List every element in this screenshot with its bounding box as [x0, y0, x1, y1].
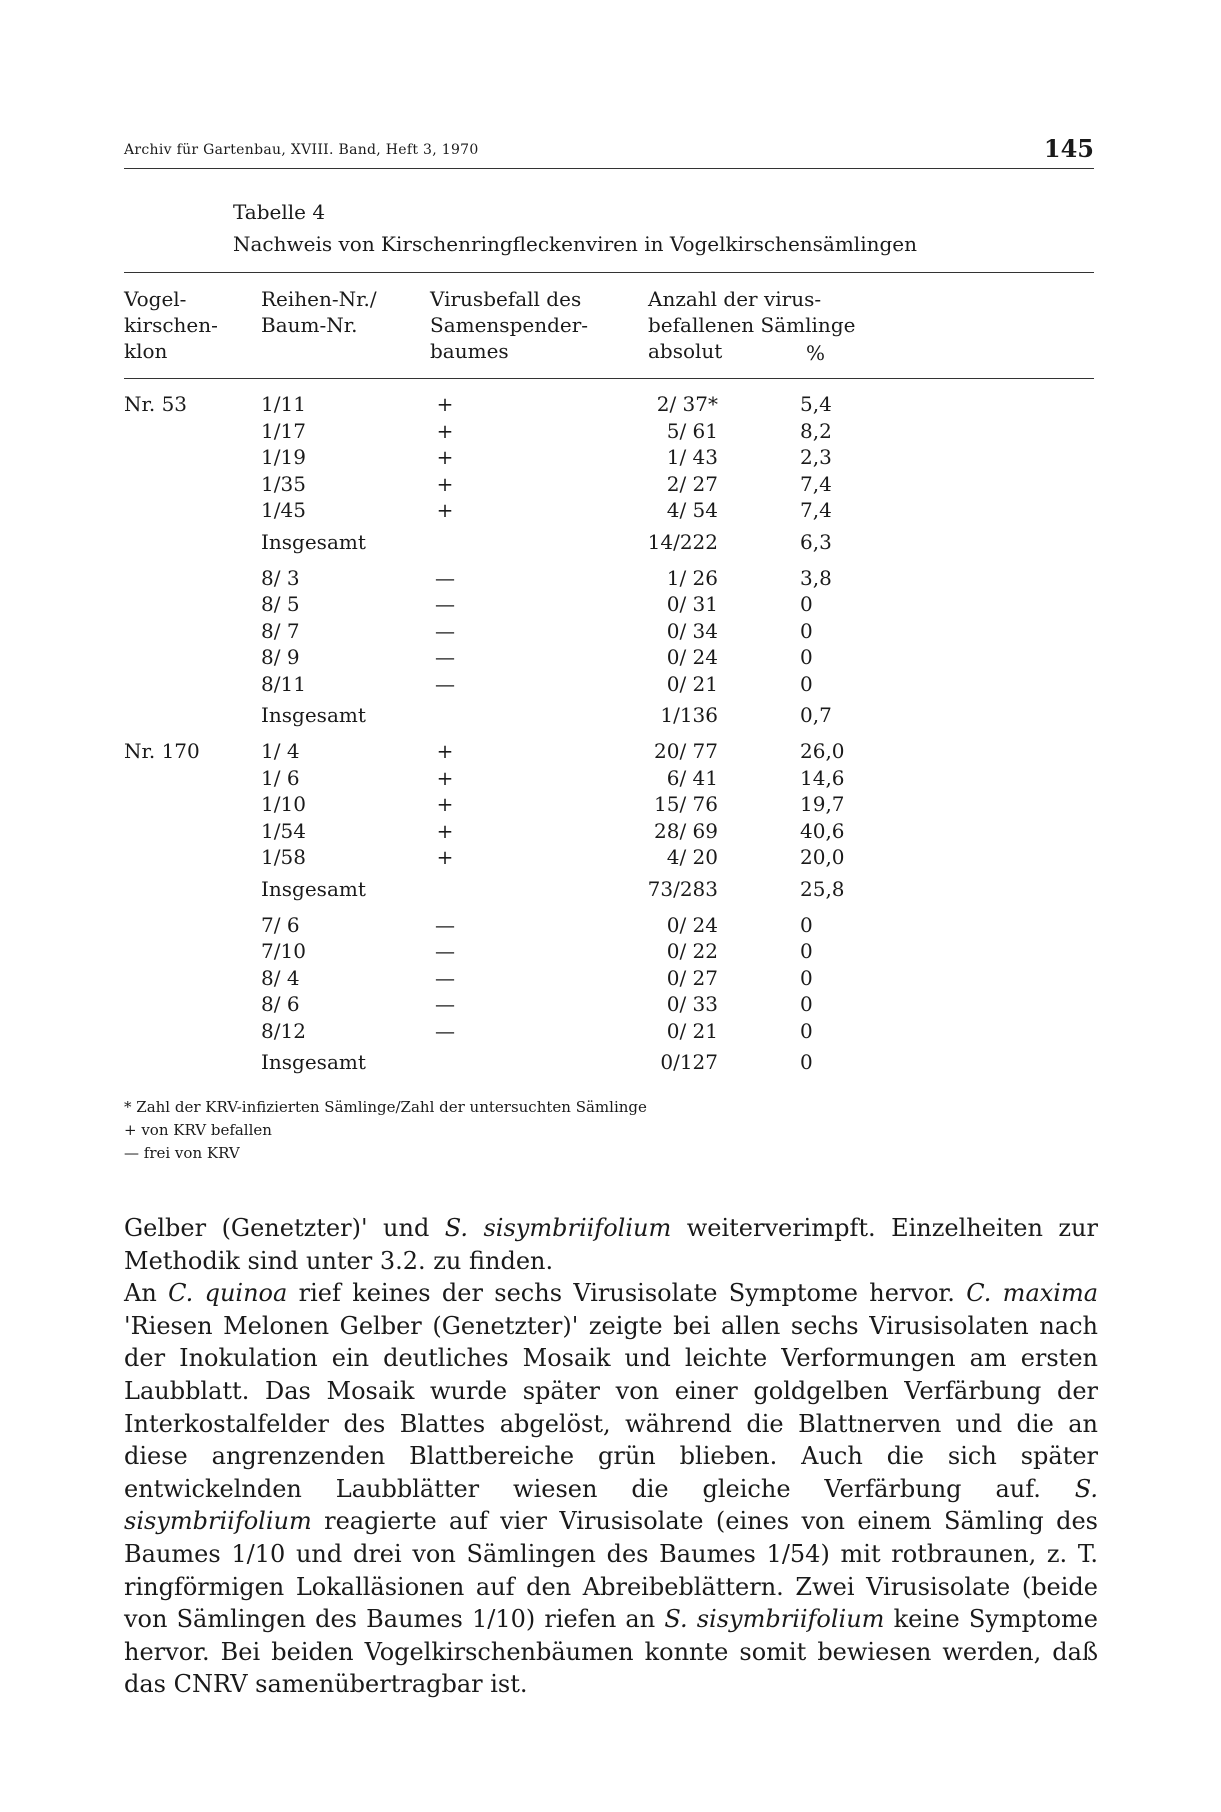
- cell-pct: 0: [800, 965, 813, 990]
- cell-sign: —: [435, 592, 455, 616]
- cell-pct: 0: [800, 1050, 813, 1074]
- species-name: S. sisymbriifolium: [664, 1605, 885, 1634]
- cell-abs: 15/ 76: [654, 792, 718, 816]
- text-run: Gelber (Genetzter)' und: [124, 1214, 445, 1242]
- cell-abs: 0/ 21: [666, 1018, 718, 1043]
- text-run: rief keines der sechs Virusisolate Symptome hervor.: [287, 1279, 967, 1308]
- cell-klon: Nr. 170: [124, 739, 200, 763]
- header-befall: Virusbefall des Samenspender- baumes: [430, 287, 589, 363]
- cell-baum: 8/ 6: [261, 992, 300, 1016]
- cell-sign: +: [436, 739, 454, 763]
- cell-baum: 1/11: [261, 392, 306, 416]
- cell-pct: 0: [800, 912, 813, 937]
- cell-sign: +: [436, 845, 454, 869]
- cell-baum: 1/17: [261, 418, 306, 443]
- table-footnotes: [124, 1096, 647, 1165]
- cell-klon: Nr. 53: [124, 392, 188, 416]
- header-baum: Reihen-Nr./ Baum-Nr.: [261, 287, 377, 337]
- cell-sign: +: [436, 498, 454, 522]
- cell-sign: +: [436, 445, 454, 469]
- header-percent: %: [806, 341, 826, 365]
- cell-baum: 1/35: [261, 471, 306, 496]
- cell-pct: 25,8: [800, 876, 845, 901]
- cell-baum: 7/ 6: [261, 912, 300, 937]
- table-caption: [233, 196, 917, 260]
- cell-pct: 3,8: [800, 565, 832, 590]
- body-text: [124, 1212, 1098, 1701]
- cell-pct: 7,4: [800, 471, 832, 496]
- cell-abs: 2/ 37*: [656, 392, 718, 416]
- cell-baum: 7/10: [261, 939, 306, 963]
- cell-abs: 0/ 24: [666, 912, 718, 937]
- text-run: weiterverimpft. Einzelheiten zur Methodik sind unter 3.2. zu finden.: [124, 1214, 1098, 1275]
- cell-pct: 26,0: [800, 739, 845, 763]
- cell-abs: 1/ 43: [666, 445, 718, 469]
- cell-baum: 1/ 6: [261, 765, 300, 790]
- cell-sign: +: [436, 418, 454, 443]
- cell-pct: 0: [800, 1018, 813, 1043]
- cell-baum: Insgesamt: [261, 1050, 366, 1074]
- cell-abs: 0/ 21: [666, 671, 718, 696]
- cell-sign: —: [435, 912, 455, 937]
- cell-pct: 0: [800, 671, 813, 696]
- cell-sign: —: [435, 965, 455, 990]
- species-name: S. sisymbriifolium: [124, 1474, 1098, 1536]
- cell-pct: 20,0: [800, 845, 845, 869]
- cell-abs: 0/ 34: [666, 618, 718, 643]
- cell-abs: 0/ 24: [666, 645, 718, 669]
- cell-abs: 0/ 31: [666, 592, 718, 616]
- cell-abs: 0/ 27: [666, 965, 718, 990]
- footnote-asterisk: * Zahl der KRV-infizierten Sämlinge/Zahl der untersuchten Sämlinge: [124, 1098, 647, 1116]
- cell-sign: +: [436, 392, 454, 416]
- cell-baum: 8/ 5: [261, 592, 300, 616]
- cell-abs: 1/136: [660, 703, 718, 727]
- text-run: keine Symptome hervor. Bei beiden Vogelkirschenbäumen konnte somit bewiesen werden, daß das CNRV samenübertragbar ist.: [124, 1605, 1098, 1699]
- species-name: S. sisymbriifolium: [444, 1214, 672, 1242]
- cell-abs: 4/ 54: [666, 498, 718, 522]
- cell-sign: —: [435, 671, 455, 696]
- header-klon: Vogel- kirschen- klon: [124, 287, 218, 363]
- cell-abs: 0/127: [660, 1050, 718, 1074]
- species-name: C. quinoa: [168, 1279, 288, 1308]
- text-run: reagierte auf vier Virusisolate (eines von einem Sämling des Baumes 1/10 und drei von Sämlingen des Baumes 1/54) mit rotbraunen, z. T. ringförmigen Lokalläsionen auf den Abreibeblättern. Zwei Virusisolate (beide von Sämlingen des Baumes 1/10) riefen an: [124, 1507, 1098, 1634]
- cell-abs: 0/ 22: [666, 939, 718, 963]
- cell-abs: 73/283: [647, 876, 718, 901]
- cell-abs: 14/222: [647, 529, 718, 554]
- cell-baum: 8/ 7: [261, 618, 300, 643]
- cell-baum: 8/ 9: [261, 645, 300, 669]
- table-label: Tabelle 4: [233, 200, 326, 224]
- cell-sign: —: [435, 992, 455, 1016]
- cell-pct: 40,6: [800, 818, 845, 843]
- cell-abs: 28/ 69: [654, 818, 718, 843]
- table-title: Nachweis von Kirschenringfleckenviren in Vogelkirschensämlingen: [233, 232, 918, 256]
- cell-pct: 0: [800, 939, 813, 963]
- footnote-minus: — frei von KRV: [124, 1144, 240, 1162]
- cell-baum: 1/19: [261, 445, 306, 469]
- species-name: C. maxima: [966, 1279, 1099, 1308]
- cell-abs: 5/ 61: [666, 418, 718, 443]
- cell-pct: 14,6: [800, 765, 845, 790]
- cell-baum: 1/58: [261, 845, 306, 869]
- cell-baum: 1/ 4: [261, 739, 300, 763]
- cell-sign: —: [435, 618, 455, 643]
- cell-abs: 6/ 41: [666, 765, 718, 790]
- cell-baum: 1/45: [261, 498, 306, 522]
- running-header: [124, 134, 1094, 169]
- cell-pct: 2,3: [800, 445, 832, 469]
- table-top-rule: [124, 272, 1094, 273]
- cell-baum: Insgesamt: [261, 703, 366, 727]
- journal-citation: Archiv für Gartenbau, XVIII. Band, Heft 3, 1970: [124, 142, 479, 158]
- cell-pct: 0: [800, 645, 813, 669]
- cell-sign: —: [435, 565, 455, 590]
- header-absolut: absolut: [648, 339, 723, 363]
- cell-sign: +: [436, 818, 454, 843]
- cell-pct: 0,7: [800, 703, 832, 727]
- cell-sign: —: [435, 939, 455, 963]
- cell-baum: 8/ 3: [261, 565, 300, 590]
- cell-sign: —: [435, 645, 455, 669]
- cell-abs: 1/ 26: [666, 565, 718, 590]
- cell-baum: 8/12: [261, 1018, 306, 1043]
- text-run: An: [124, 1279, 169, 1308]
- cell-sign: +: [436, 792, 454, 816]
- cell-baum: 8/11: [261, 671, 306, 696]
- page-number: 145: [1043, 134, 1094, 163]
- cell-pct: 8,2: [800, 418, 832, 443]
- cell-baum: 1/54: [261, 818, 306, 843]
- cell-pct: 6,3: [800, 529, 832, 554]
- cell-sign: +: [436, 471, 454, 496]
- table-header-rule: [124, 378, 1094, 379]
- header-anzahl: Anzahl der virus- befallenen Sämlinge: [648, 287, 856, 337]
- cell-abs: 0/ 33: [666, 992, 718, 1016]
- cell-pct: 0: [800, 618, 813, 643]
- footnote-plus: + von KRV befallen: [124, 1121, 272, 1139]
- cell-sign: —: [435, 1018, 455, 1043]
- cell-pct: 7,4: [800, 498, 832, 522]
- cell-abs: 20/ 77: [654, 739, 718, 763]
- cell-sign: +: [436, 765, 454, 790]
- cell-pct: 0: [800, 992, 813, 1016]
- cell-pct: 0: [800, 592, 813, 616]
- cell-baum: Insgesamt: [261, 529, 366, 554]
- cell-baum: 8/ 4: [261, 965, 300, 990]
- cell-abs: 4/ 20: [666, 845, 718, 869]
- paragraph-1: [124, 1212, 1098, 1277]
- paragraph-2: [124, 1277, 1098, 1701]
- cell-baum: Insgesamt: [261, 876, 366, 901]
- cell-abs: 2/ 27: [666, 471, 718, 496]
- text-run: 'Riesen Melonen Gelber (Genetzter)' zeigte bei allen sechs Virusisolaten nach der Inokulation ein deutliches Mosaik und leichte Verformungen am ersten Laubblatt. Das Mosaik wurde später von einer goldgelben Verfärbung der Interkostalfelder des Blattes abgelöst, während die Blattnerven und die an diese angrenzenden Blattbereiche grün blieben. Auch die sich später entwickelnden Laubblätter wiesen die gleiche Verfärbung auf.: [124, 1311, 1098, 1503]
- cell-pct: 5,4: [800, 392, 832, 416]
- cell-pct: 19,7: [800, 792, 845, 816]
- cell-baum: 1/10: [261, 792, 306, 816]
